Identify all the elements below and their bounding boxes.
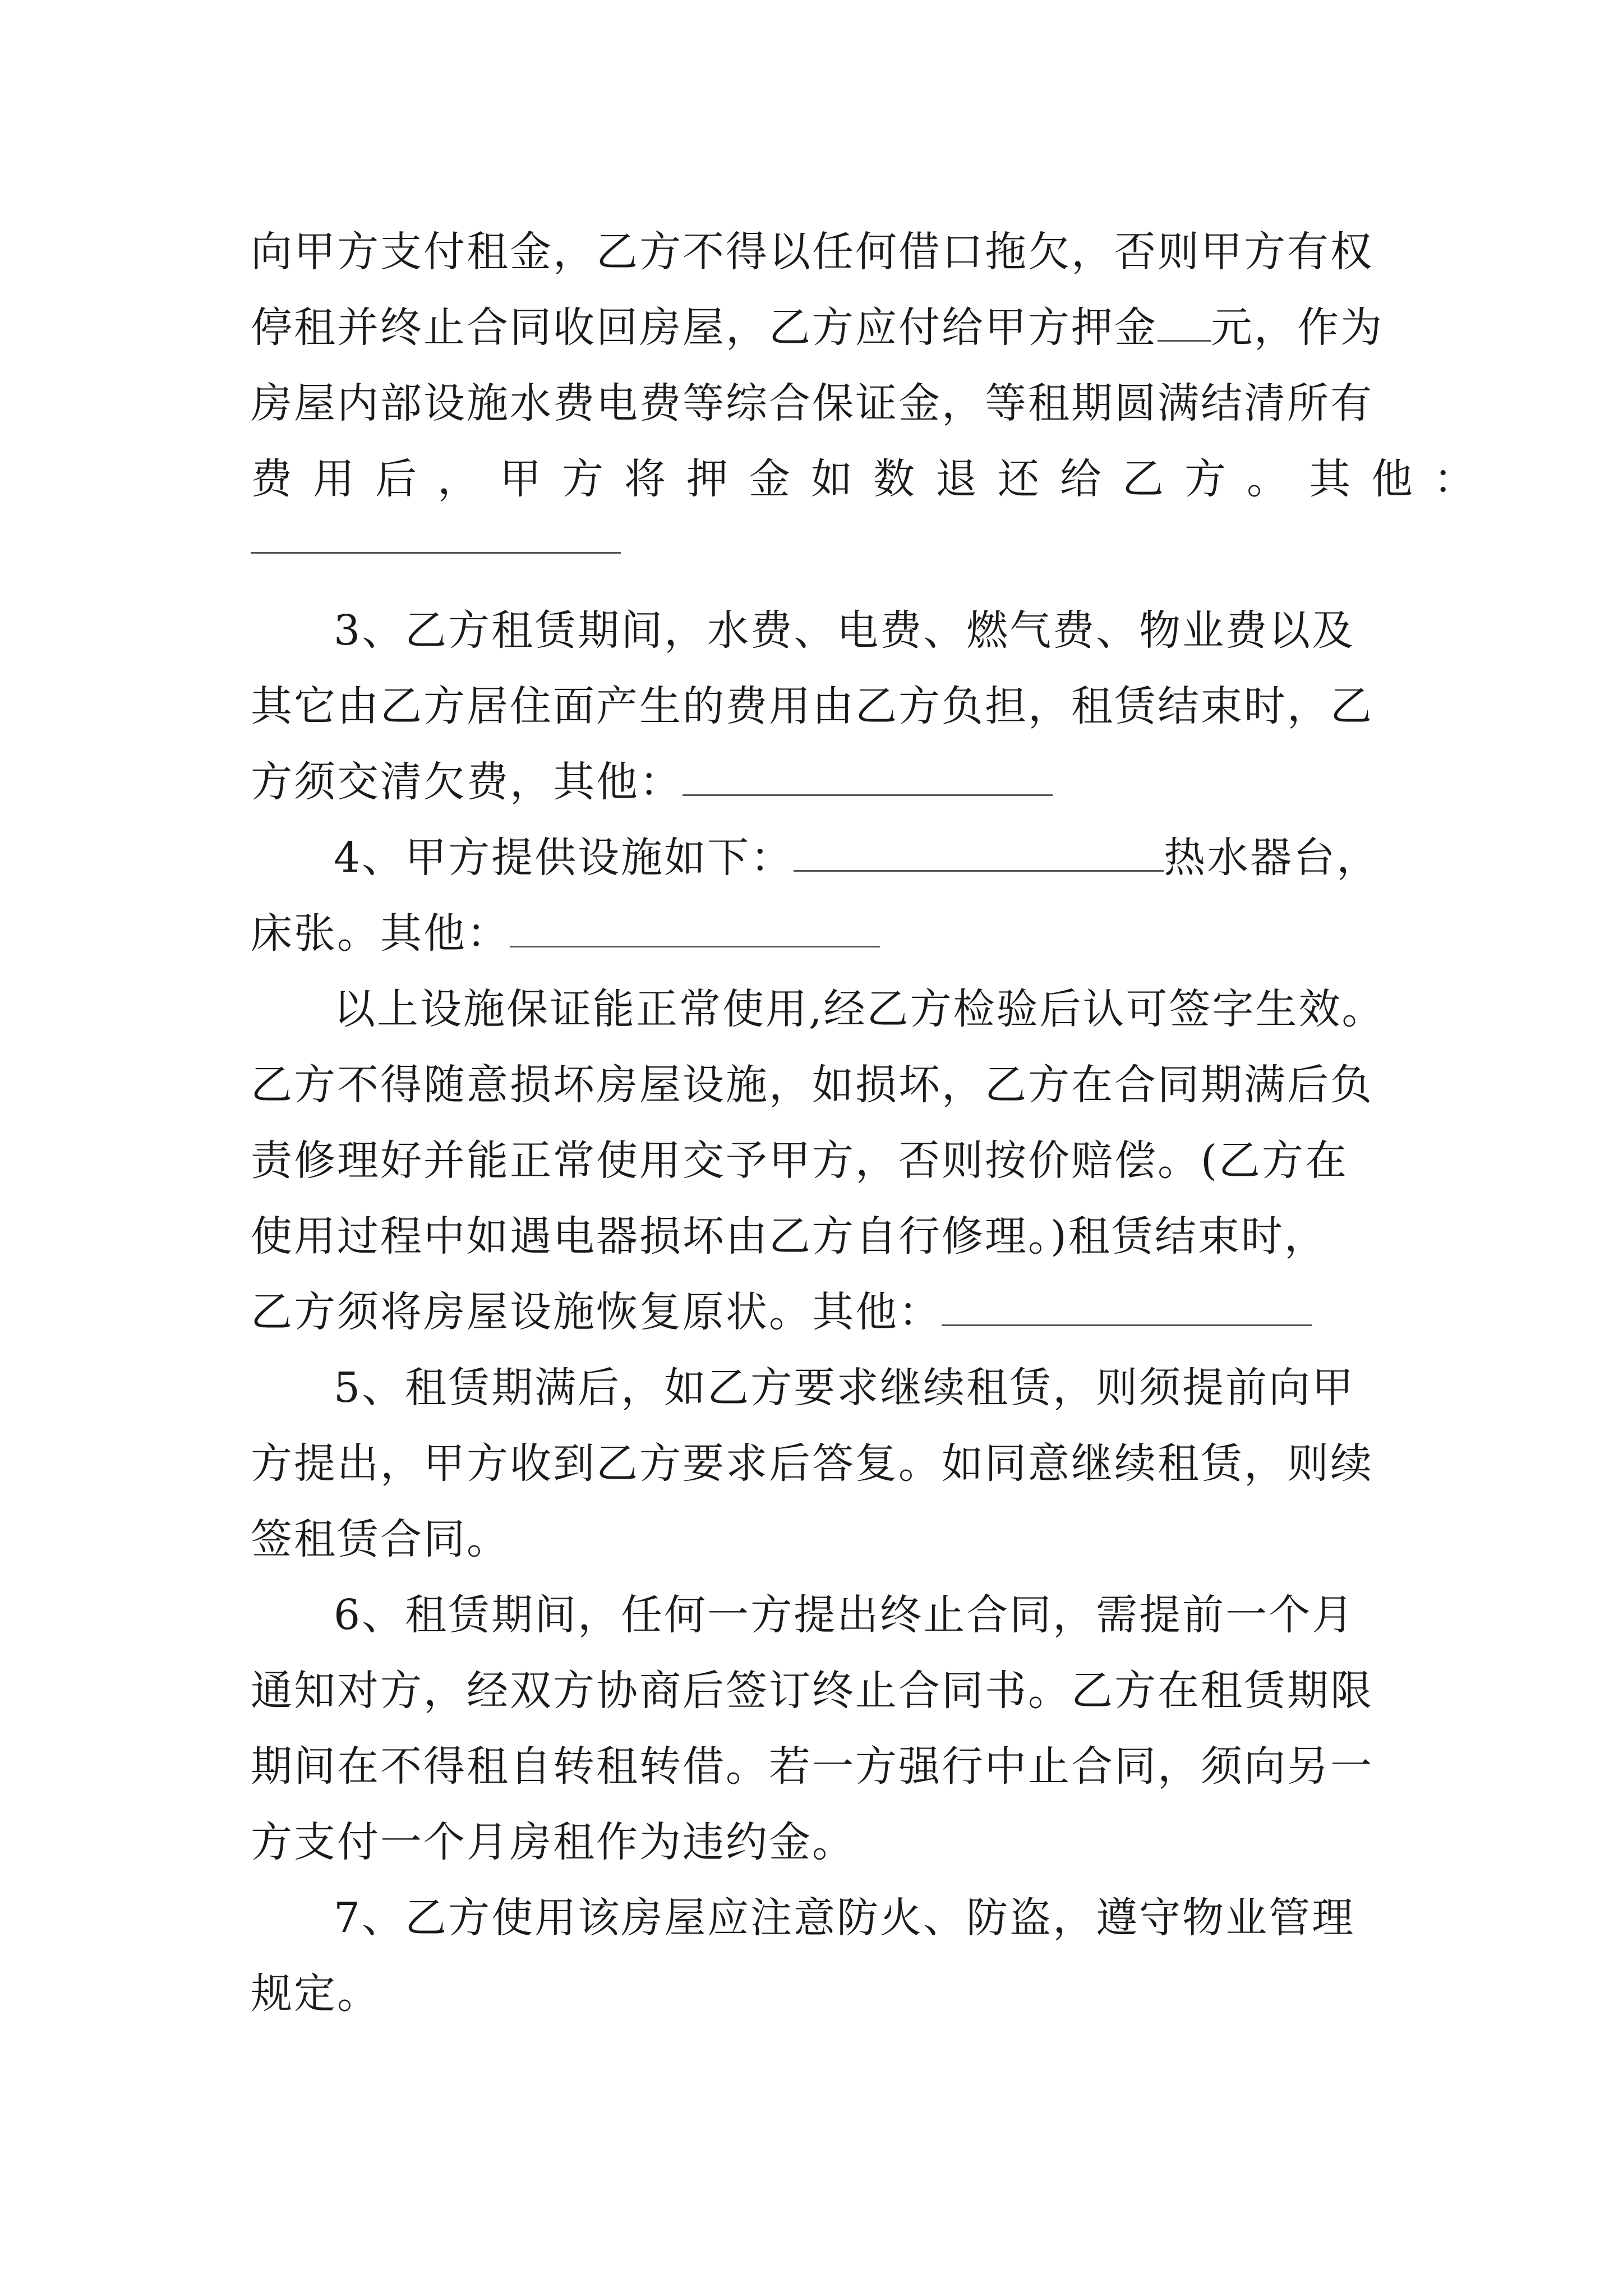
text-line (251, 1047, 1378, 1123)
text-line-content: 方支付一个月房租作为违约金。 (251, 1818, 855, 1866)
text-line (251, 1729, 1378, 1805)
text-line (251, 744, 1378, 820)
other-blank (251, 523, 621, 554)
other-blank (942, 1295, 1312, 1326)
text-line (251, 1653, 1378, 1729)
text-line (251, 441, 1496, 517)
text-line-content: 床张。其他： (251, 909, 510, 958)
text-line-content: 签租赁合同。 (251, 1515, 510, 1563)
text-line-content: 以上设施保证能正常使用,经乙方检验后认可签字生效。 (334, 985, 1385, 1033)
text-line-content: 方提出，甲方收到乙方要求后答复。如同意继续租赁，则续 (251, 1439, 1373, 1488)
text-line-content: 期间在不得租自转租转借。若一方强行中止合同，须向另一 (251, 1742, 1373, 1791)
text-line-content: 乙方不得随意损坏房屋设施，如损坏，乙方在合同期满后负 (251, 1061, 1373, 1109)
text-line-content: 停租并终止合同收回房屋，乙方应付给甲方押金 (251, 303, 1158, 352)
other-blank (683, 765, 1053, 796)
text-line (251, 1274, 1378, 1350)
text-line-content: 方须交清欠费，其他： (251, 758, 683, 806)
text-line (251, 896, 1378, 972)
facilities-blank (794, 841, 1164, 872)
text-line (251, 669, 1378, 744)
text-line (251, 1123, 1378, 1199)
text-line-content: 7、乙方使用该房屋应注意防火、防盗，遵守物业管理 (334, 1894, 1355, 1942)
text-line (251, 593, 1378, 669)
text-line (251, 1577, 1378, 1653)
text-line (251, 972, 1385, 1047)
text-line-content: 费用后，甲方将押金如数退还给乙方。其他： (251, 455, 1496, 503)
deposit-blank (1158, 311, 1211, 342)
text-line (251, 1502, 1378, 1577)
text-line (251, 1956, 1378, 2032)
text-line (251, 214, 1378, 290)
text-line (251, 1426, 1378, 1502)
text-line (251, 366, 1378, 441)
text-line-content: 热水器台， (1164, 834, 1380, 882)
text-line (251, 1805, 1378, 1880)
text-line (251, 1199, 1378, 1274)
text-line-content: 房屋内部设施水费电费等综合保证金，等租期圆满结清所有 (251, 379, 1373, 427)
text-line-content: 通知对方，经双方协商后签订终止合同书。乙方在租赁期限 (251, 1667, 1373, 1715)
text-line-content: 规定。 (251, 1970, 380, 2018)
text-line (251, 820, 1378, 896)
text-line-content: 乙方须将房屋设施恢复原状。其他： (251, 1288, 942, 1336)
document-page (251, 214, 1496, 2032)
other-blank-line (251, 517, 1378, 593)
text-line-content: 4、甲方提供设施如下： (334, 834, 794, 882)
text-line-content: 向甲方支付租金，乙方不得以任何借口拖欠，否则甲方有权 (251, 228, 1373, 276)
other-blank (510, 917, 880, 947)
text-line-content: 使用过程中如遇电器损坏由乙方自行修理。)租赁结束时， (251, 1212, 1327, 1260)
text-line-content: 元，作为 (1211, 303, 1384, 352)
text-line (251, 290, 1384, 366)
text-line-content: 其它由乙方居住面产生的费用由乙方负担，租赁结束时，乙 (251, 682, 1373, 730)
text-line (251, 1880, 1378, 1956)
text-line-content: 5、租赁期满后，如乙方要求继续租赁，则须提前向甲 (334, 1364, 1355, 1412)
text-line (251, 1350, 1378, 1426)
text-line-content: 6、租赁期间，任何一方提出终止合同，需提前一个月 (334, 1591, 1355, 1639)
text-line-content: 3、乙方租赁期间，水费、电费、燃气费、物业费以及 (334, 606, 1355, 655)
text-line-content: 责修理好并能正常使用交予甲方，否则按价赔偿。(乙方在 (251, 1137, 1348, 1185)
